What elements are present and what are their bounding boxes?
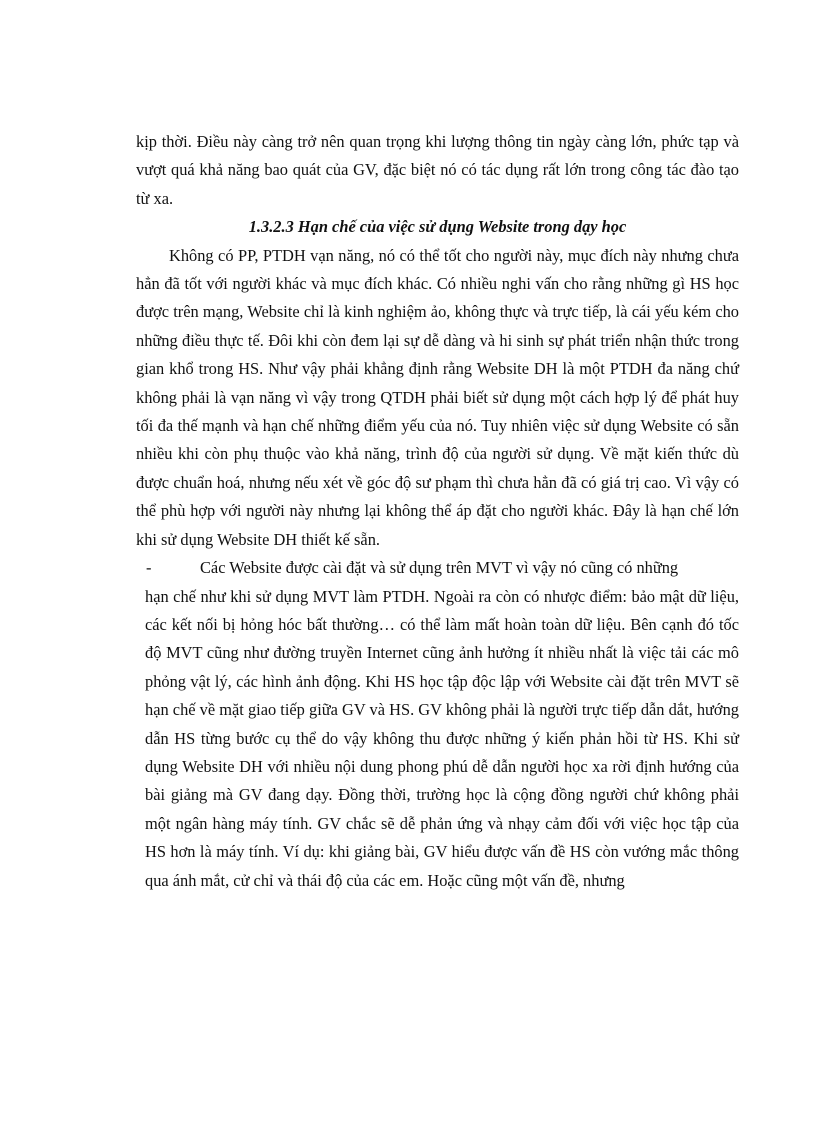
bullet-first-line: Các Website được cài đặt và sử dụng trên MVT vì vậy nó cũng có những [200, 558, 679, 578]
bullet-first-line-row [136, 554, 739, 582]
bullet-dash: - [146, 558, 152, 578]
paragraph-continuation: kịp thời. Điều này càng trở nên quan trọng khi lượng thông tin ngày càng lớn, phức tạp và vượt quá khả năng bao quát của GV, đặc biệt nó có tác dụng rất lớn trong công tác đào tạo từ xa. [136, 132, 739, 208]
bullet-item [136, 554, 739, 895]
page-content [136, 128, 739, 895]
section-heading: 1.3.2.3 Hạn chế của việc sử dụng Website trong dạy học [248, 217, 627, 237]
paragraph-limitations: Không có PP, PTDH vạn năng, nó có thể tốt cho người này, mục đích này nhưng chưa hẳn đã tốt với người khác và mục đích khác. Có nhiều nghi vấn cho rằng những gì HS học được trên mạng, Website chỉ là kinh nghiệm ảo, không thực và trực tiếp, là cái yếu kém cho những điều thực tế. Đôi khi còn đem lại sự dễ dàng và hi sinh sự phát triển nhận thức trong gian khổ trong HS. Như vậy phải khẳng định rằng Website DH là một PTDH đa năng chứ không phải là vạn năng vì vậy trong QTDH phải biết sử dụng một cách hợp lý để phát huy tối đa thế mạnh và hạn chế những điểm yếu của nó. Tuy nhiên việc sử dụng Website có sẵn nhiều khi còn phụ thuộc vào khả năng, trình độ của người sử dụng. Về mặt kiến thức dù được chuẩn hoá, nhưng nếu xét về góc độ sư phạm thì chưa hẳn đã có giá trị cao. Vì vậy có thể phù hợp với người này nhưng lại không thể áp đặt cho người khác. Đây là hạn chế lớn khi sử dụng Website DH thiết kế sẵn. [136, 245, 739, 549]
bullet-body: hạn chế như khi sử dụng MVT làm PTDH. Ngoài ra còn có nhược điểm: bảo mật dữ liệu, các kết nối bị hỏng hóc bất thường… có thể làm mất hoàn toàn dữ liệu. Bên cạnh đó tốc độ MVT cũng như đường truyền Internet cũng ảnh hưởng ít nhiều nhất là việc tải các mô phỏng vật lý, các hình ảnh động. Khi HS học tập độc lập với Website cài đặt trên MVT sẽ hạn chế về mặt giao tiếp giữa GV và HS. GV không phải là người trực tiếp dẫn dắt, hướng dẫn HS từng bước cụ thể do vậy không thu được những ý kiến phản hồi từ HS. Khi sử dụng Website DH với nhiều nội dung phong phú dễ dẫn người học xa rời định hướng của bài giảng mà GV đang dạy. Đồng thời, trường học là cộng đồng người chứ không phải một ngân hàng máy tính. GV chắc sẽ dễ phản ứng và nhạy cảm đối với việc học tập của HS hơn là máy tính. Ví dụ: khi giảng bài, GV hiểu được vấn đề HS còn vướng mắc thông qua ánh mắt, cử chỉ và thái độ của các em. Hoặc cũng một vấn đề, nhưng [145, 586, 739, 890]
